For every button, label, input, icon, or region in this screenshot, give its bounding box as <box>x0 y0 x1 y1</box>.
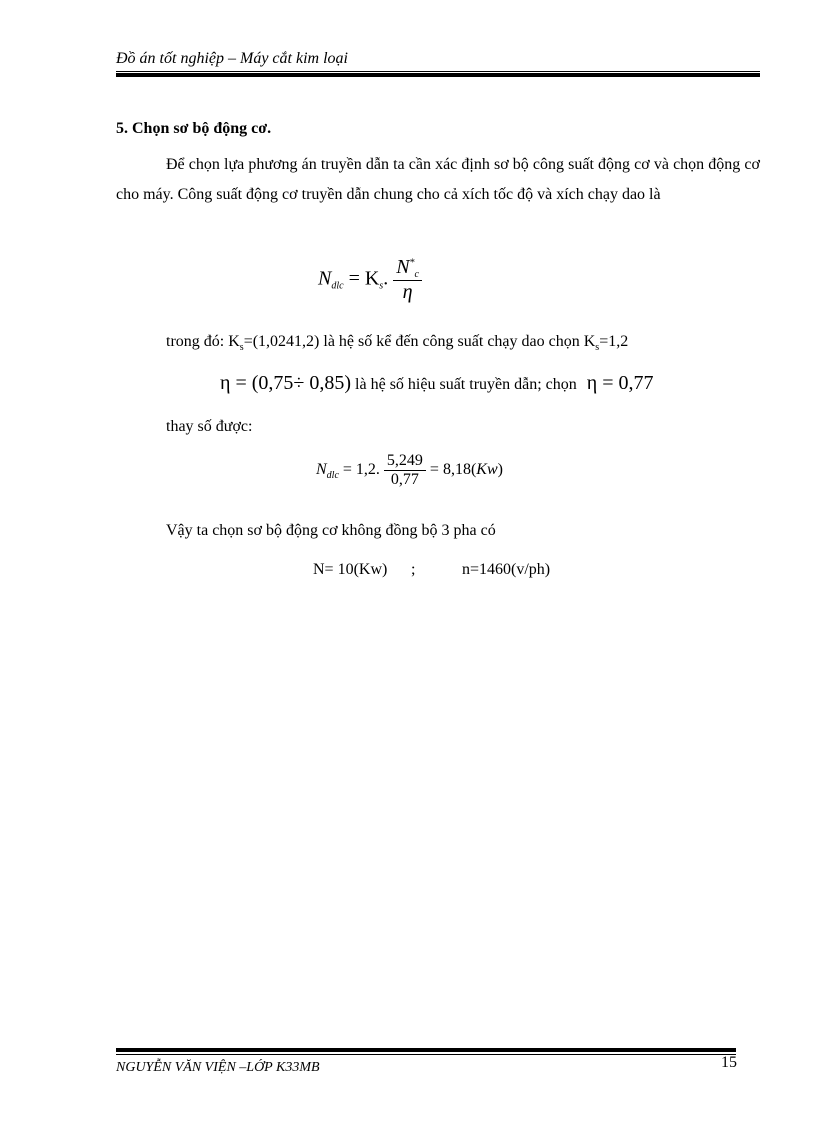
intro-paragraph: Để chọn lựa phương án truyền dẫn ta cần xác định sơ bộ công suất động cơ và chọn động cơ cho máy. Công suất động cơ truyền dẫn chung cho cả xích tốc độ và xích chạy dao là <box>116 156 760 203</box>
formula-lhs-sub: dlc <box>331 280 344 292</box>
where-line <box>166 333 628 353</box>
result-pre: = 1,2. <box>342 461 380 479</box>
footer-rule-thick <box>116 1048 736 1052</box>
eta-text: là hệ số hiệu suất truyền dẫn; chọn <box>355 376 577 393</box>
formula-dot: . <box>383 267 389 290</box>
where-prefix: trong đó: K <box>166 333 240 350</box>
where-end: =1,2 <box>599 333 629 350</box>
result-unit: Kw <box>476 461 498 479</box>
where-k-sub-1: s <box>239 342 244 353</box>
footer-author: NGUYỄN VĂN VIỆN –LỚP K33MB <box>116 1060 320 1075</box>
eta-range: η = (0,75÷ 0,85) <box>220 372 352 394</box>
header-rule-thin <box>116 71 760 72</box>
substitute-line: thay số được: <box>166 418 253 435</box>
result-lhs: N <box>316 461 327 479</box>
fraction-numerator-sub: c <box>414 269 419 280</box>
formula-eq: = K <box>348 267 380 290</box>
eta-choice: η = 0,77 <box>586 372 654 394</box>
result-fraction <box>384 452 426 489</box>
section-heading: 5. Chọn sơ bộ động cơ. <box>116 120 272 137</box>
result-power: N= 10(Kw) <box>313 561 388 578</box>
where-mid: =(1,0241,2) là hệ số kể đến công suất chạy dao chọn K <box>243 333 596 350</box>
fraction-denominator: η <box>393 280 422 304</box>
result-numerator: 5,249 <box>386 452 423 469</box>
fraction-numerator: N <box>396 256 410 278</box>
result-speed: n=1460(v/ph) <box>462 561 551 578</box>
formula-lhs: N <box>318 267 332 290</box>
formula-power <box>318 256 422 304</box>
where-k-sub-2: s <box>595 342 600 353</box>
fraction-numerator-sup: * <box>409 257 415 269</box>
result-denominator: 0,77 <box>384 470 426 489</box>
conclusion-line: Vậy ta chọn sơ bộ động cơ không đồng bộ 3 pha có <box>166 522 496 539</box>
formula-k-sub: s <box>379 280 384 292</box>
footer-rule-thin <box>116 1054 736 1055</box>
formula-fraction <box>393 256 422 304</box>
header-title: Đồ án tốt nghiệp – Máy cắt kim loại <box>116 50 348 67</box>
eta-line <box>220 372 654 395</box>
page-number: 15 <box>721 1054 737 1071</box>
result-lhs-sub: dlc <box>326 470 339 482</box>
result-post: = 8,18( <box>429 461 477 479</box>
formula-result <box>316 452 503 489</box>
header-rule-thick <box>116 73 760 77</box>
result-close: ) <box>497 461 503 479</box>
result-separator: ; <box>411 561 416 578</box>
